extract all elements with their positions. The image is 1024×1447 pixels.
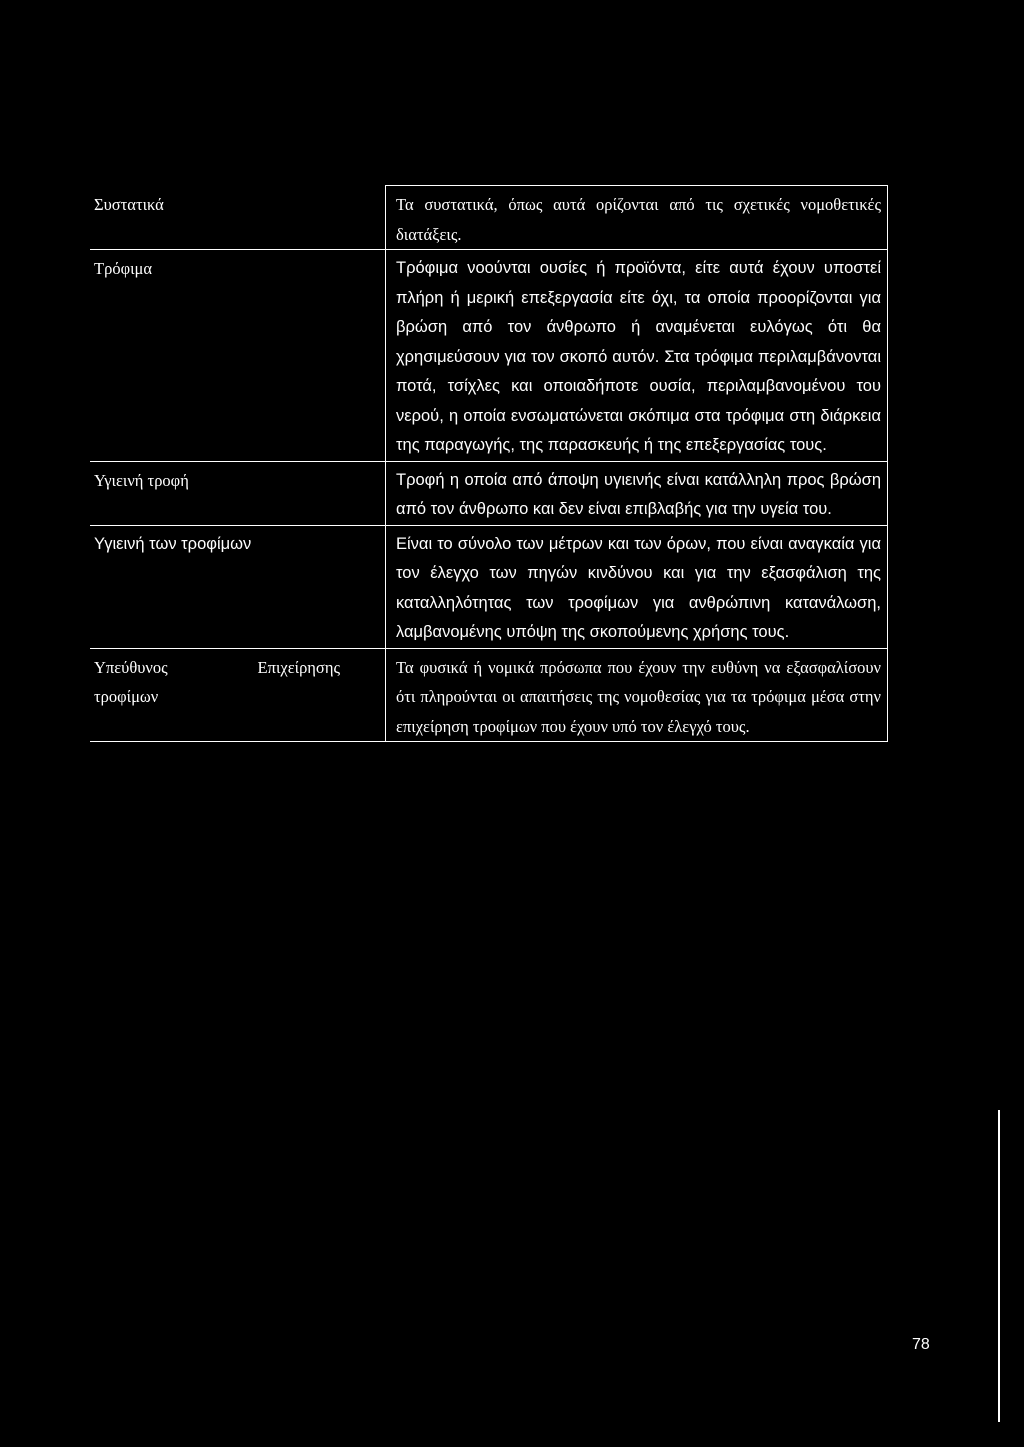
margin-rule-line <box>998 1110 1000 1422</box>
definition-cell <box>386 250 888 462</box>
definition-cell <box>386 186 888 250</box>
term-cell <box>90 461 386 525</box>
term-cell <box>90 525 386 648</box>
table-row <box>90 186 888 250</box>
term-label: Υγιεινή τροφή <box>94 470 189 490</box>
definition-cell <box>386 648 888 742</box>
table-row <box>90 461 888 525</box>
definition-text: Είναι το σύνολο των μέτρων και των όρων, που είναι αναγκαία για τον έλεγχο των πηγών κινδύνου και για την εξασφάλιση της καταλληλότητας των τροφίμων για ανθρώπινη κατανάλωση, λαμβανομένης υπόψη της σκοπούμενης χρήσης τους. <box>396 534 881 641</box>
definition-cell <box>386 461 888 525</box>
definition-text: Τα συστατικά, όπως αυτά ορίζονται από τις σχετικές νομοθετικές διατάξεις. <box>396 195 881 244</box>
definition-text: Τρόφιμα νοούνται ουσίες ή προϊόντα, είτε αυτά έχουν υποστεί πλήρη ή μερική επεξεργασία είτε όχι, τα οποία προορίζονται για βρώση από τον άνθρωπο ή αναμένεται ευλόγως ότι θα χρησιμεύσουν για τον σκοπό αυτόν. Στα τρόφιμα περιλαμβάνονται ποτά, τσίχλες και οποιαδήποτε ουσία, περιλαμβανομένου του νερού, η οποία ενσωματώνεται σκόπιμα στα τρόφιμα στη διάρκεια της παραγωγής, της παρασκευής ή της επεξεργασίας τους. <box>396 259 881 454</box>
term-line-1 <box>94 653 340 682</box>
term-cell <box>90 648 386 742</box>
term-cell <box>90 250 386 462</box>
term-cell <box>90 186 386 250</box>
table-row <box>90 525 888 648</box>
term-word-business: Επιχείρησης <box>257 657 340 677</box>
definition-cell <box>386 525 888 648</box>
term-label: Τρόφιμα <box>94 259 153 278</box>
table-row <box>90 250 888 462</box>
term-label-group <box>94 653 377 711</box>
term-line-2: τροφίμων <box>94 686 159 706</box>
table-row <box>90 648 888 742</box>
definition-text: Τροφή η οποία από άποψη υγιεινής είναι κατάλληλη προς βρώση από τον άνθρωπο και δεν είναι επιβλαβής για την υγεία του. <box>396 470 881 518</box>
page-number: 78 <box>912 1336 930 1353</box>
term-label: Υγιεινή των τροφίμων <box>94 534 252 553</box>
term-word-responsible: Υπεύθυνος <box>94 657 168 677</box>
definition-text: Τα φυσικά ή νομικά πρόσωπα που έχουν την ευθύνη να εξασφαλίσουν ότι πληρούνται οι απαιτήσεις της νομοθεσίας για τα τρόφιμα μέσα στην επιχείρηση τροφίμων που έχουν υπό τον έλεγχό τους. <box>396 657 881 736</box>
definitions-table <box>90 185 888 742</box>
term-label: Συστατικά <box>94 194 164 214</box>
